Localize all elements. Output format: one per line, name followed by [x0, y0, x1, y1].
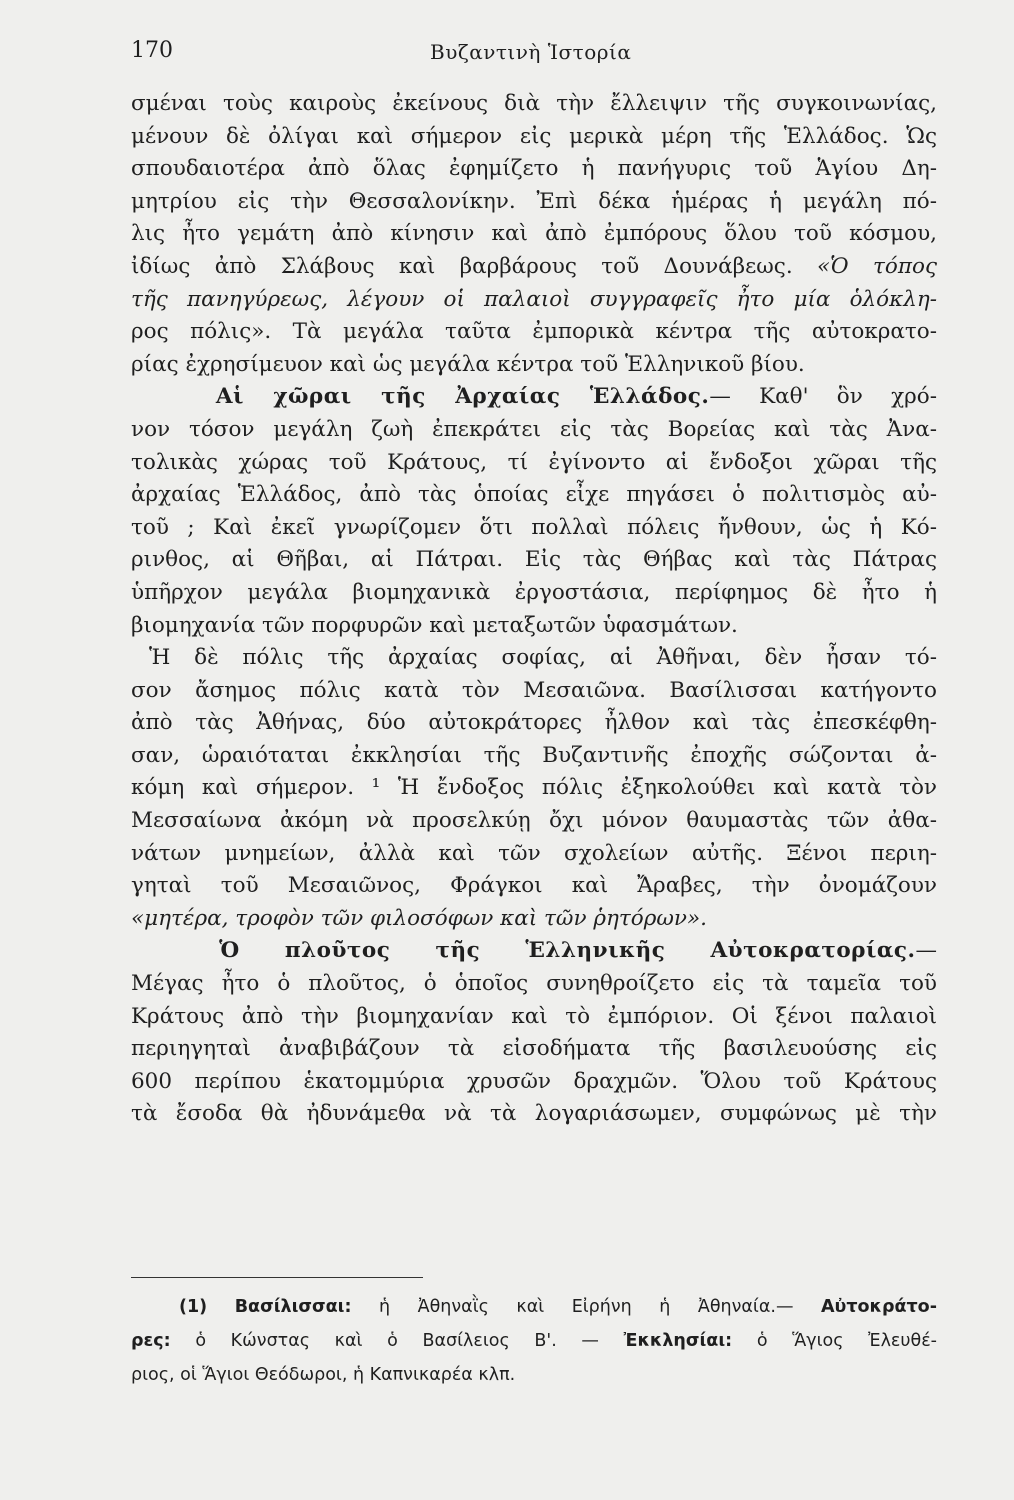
text-line: ἀπὸ τὰς Ἀθήνας, δύο αὐτοκράτορες ἦλθον καὶ τὰς ἐπεσκέφθη-	[131, 710, 937, 736]
text-line: περιηγηταὶ ἀναβιβάζουν τὰ εἰσοδήματα τῆς βασιλευούσης εἰς	[131, 1036, 937, 1062]
footnote-text: ὁ Κώνστας καὶ ὁ Βασίλειος Β'. —	[195, 1331, 599, 1351]
text-line: σπουδαιοτέρα ἀπὸ ὅλας ἐφημίζετο ἡ πανήγυρις τοῦ Ἁγίου Δη-	[131, 156, 937, 182]
text-line-italic: «μητέρα, τροφὸν τῶν φιλοσόφων καὶ τῶν ῥητόρων».	[131, 905, 707, 931]
text-line: ὑπῆρχον μεγάλα βιομηχανικὰ ἐργοστάσια, περίφημος δὲ ἦτο ἡ	[131, 579, 937, 605]
footnote-line	[131, 1290, 937, 1324]
footnote-term: Βασίλισσαι:	[234, 1297, 352, 1317]
text-line: σαν, ὡραιόταται ἐκκλησίαι τῆς Βυζαντινῆς ἐποχῆς σώζονται ἀ-	[131, 742, 937, 768]
text-line: ἀρχαίας Ἑλλάδος, ἀπὸ τὰς ὁποίας εἶχε πηγάσει ὁ πολιτισμὸς αὐ-	[131, 482, 937, 508]
text-line-italic: τῆς πανηγύρεως, λέγουν οἱ παλαιοὶ συγγραφεῖς ἦτο μία ὁλόκλη-	[131, 286, 937, 312]
text-line	[131, 251, 937, 284]
text-run: ἰδίως ἀπὸ Σλάβους καὶ βαρβάρους τοῦ Δουνάβεως.	[131, 253, 793, 279]
footnote-text: ὁ Ἅγιος Ἐλευθέ-	[756, 1331, 937, 1351]
quote-start: «Ὁ τόπος	[817, 253, 937, 279]
footnote-term: Αὐτοκράτο-	[820, 1297, 937, 1317]
footnote-line	[131, 1324, 937, 1358]
text-line: τὰ ἔσοδα θὰ ἠδυνάμεθα νὰ τὰ λογαριάσωμεν, συμφώνως μὲ τὴν	[131, 1101, 937, 1127]
text-line: γηταὶ τοῦ Μεσαιῶνος, Φράγκοι καὶ Ἄραβες, τὴν ὀνομάζουν	[131, 873, 937, 899]
footnote-marker: (1)	[179, 1297, 208, 1317]
footnote-rule	[131, 1277, 423, 1278]
footnote-line: ριος, οἱ Ἅγιοι Θεόδωροι, ἡ Καπνικαρέα κλπ.	[131, 1365, 516, 1385]
text-line: νάτων μνημείων, ἀλλὰ καὶ τῶν σχολείων αὐτῆς. Ξένοι περιη-	[131, 840, 937, 866]
text-line: τοῦ ; Καὶ ἐκεῖ γνωρίζομεν ὅτι πολλαὶ πόλεις ἤνθουν, ὡς ἡ Κό-	[131, 514, 937, 540]
section-heading: Αἱ χῶραι τῆς Ἀρχαίας Ἑλλάδος.	[215, 384, 710, 410]
footnote-term: ρες:	[131, 1331, 171, 1351]
text-line: 600 περίπου ἑκατομμύρια χρυσῶν δραχμῶν. Ὅλου τοῦ Κράτους	[131, 1068, 937, 1094]
text-line: μένουν δὲ ὀλίγαι καὶ σήμερον εἰς μερικὰ μέρη τῆς Ἑλλάδος. Ὡς	[131, 123, 937, 149]
section-heading: Ὁ πλοῦτος τῆς Ἑλληνικῆς Αὐτοκρατορίας.	[219, 938, 916, 964]
text-line: Μέγας ἦτο ὁ πλοῦτος, ὁ ὁποῖος συνηθροίζετο εἰς τὰ ταμεῖα τοῦ	[131, 971, 937, 997]
text-line: Κράτους ἀπὸ τὴν βιομηχανίαν καὶ τὸ ἐμπόριον. Οἱ ξένοι παλαιοὶ	[131, 1003, 937, 1029]
text-line: λις ἦτο γεμάτη ἀπὸ κίνησιν καὶ ἀπὸ ἐμπόρους ὅλου τοῦ κόσμου,	[131, 221, 937, 247]
text-line: βιομηχανία τῶν πορφυρῶν καὶ μεταξωτῶν ὑφασμάτων.	[131, 612, 738, 638]
body-text	[131, 88, 937, 1131]
text-line: τολικὰς χώρας τοῦ Κράτους, τί ἐγίνοντο αἱ ἔνδοξοι χῶραι τῆς	[131, 449, 937, 475]
footnote-term: Ἐκκλησίαι:	[623, 1331, 733, 1351]
text-line: ρίας ἐχρησίμευον καὶ ὡς μεγάλα κέντρα τοῦ Ἑλληνικοῦ βίου.	[131, 351, 805, 377]
footnote-text: ἡ Ἀθηναῒς καὶ Εἰρήνη ἡ Ἀθηναία.—	[379, 1297, 794, 1317]
text-line: σον ἄσημος πόλις κατὰ τὸν Μεσαιῶνα. Βασίλισσαι κατήγοντο	[131, 677, 937, 703]
text-line: κόμη καὶ σήμερον. ¹ Ἡ ἔνδοξος πόλις ἐξηκολούθει καὶ κατὰ τὸν	[131, 775, 937, 801]
text-line: ρος πόλις». Τὰ μεγάλα ταῦτα ἐμπορικὰ κέντρα τῆς αὐτοκρατο-	[131, 319, 937, 345]
text-line: νον τόσον μεγάλη ζωὴ ἐπεκράτει εἰς τὰς Βορείας καὶ τὰς Ἀνα-	[131, 416, 937, 442]
section-heading-line	[131, 381, 937, 414]
text-line: Ἡ δὲ πόλις τῆς ἀρχαίας σοφίας, αἱ Ἀθῆναι, δὲν ἦσαν τό-	[149, 645, 937, 671]
footnotes	[131, 1290, 937, 1392]
text-run: —	[915, 938, 937, 964]
text-run: — Καθ' ὃν χρό-	[709, 384, 937, 410]
running-title: Βυζαντινὴ Ἱστορία	[430, 40, 632, 64]
text-line: σμέναι τοὺς καιροὺς ἐκείνους διὰ τὴν ἔλλειψιν τῆς συγκοινωνίας,	[131, 91, 937, 116]
text-line: ρινθος, αἱ Θῆβαι, αἱ Πάτραι. Εἰς τὰς Θήβας καὶ τὰς Πάτρας	[131, 547, 937, 573]
page-number: 170	[131, 38, 173, 63]
text-line: μητρίου εἰς τὴν Θεσσαλονίκην. Ἐπὶ δέκα ἡμέρας ἡ μεγάλη πό-	[131, 188, 937, 214]
section-heading-line	[131, 935, 937, 968]
text-line: Μεσσαίωνα ἀκόμη νὰ προσελκύῃ ὄχι μόνον θαυμαστὰς τῶν ἀθα-	[131, 808, 937, 834]
